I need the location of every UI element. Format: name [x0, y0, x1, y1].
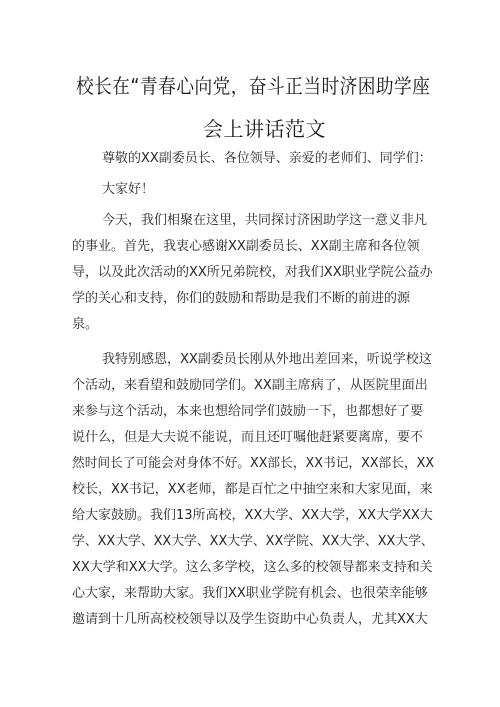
paragraph-2-line: 来参与这个活动，本来也想给同学们鼓励一下，也都想好了要 — [72, 404, 424, 419]
paragraph-2-line: 个活动，来看望和鼓励同学们。XX副主席病了，从医院里面出 — [72, 378, 428, 393]
paragraph-1-line: 今天，我们相聚在这里，共同探讨济困助学这一意义非凡 — [102, 213, 428, 228]
paragraph-2-line: XX大学和XX大学。这么多学校，这么多的校领导都来支持和关 — [72, 560, 433, 575]
paragraph-2-line: 然时间长了可能会对身体不好。XX部长，XX书记，XX部长，XX — [72, 456, 435, 471]
paragraph-1-line: 学的关心和支持，你们的鼓励和帮助是我们不断的前进的源 — [72, 291, 411, 306]
paragraph-2-line: 我特别感恩，XX副委员长刚从外地出差回来，听说学校这 — [102, 352, 432, 367]
paragraph-1-line: 导，以及此次活动的XX所兄弟院校，对我们XX职业学院公益办 — [72, 265, 433, 280]
greeting: 大家好！ — [102, 182, 155, 197]
document-title-line-1: 校长在“青春心向党，奋斗正当时济困助学座 — [76, 74, 431, 98]
paragraph-2-line: 校长，XX书记，XX老师，都是百忙之中抽空来和大家见面，来 — [72, 482, 433, 497]
document-title-line-2: 会上讲话范文 — [203, 117, 326, 141]
paragraph-2-line: 说什么，但是大夫说不能说，而且还叮嘱他赶紧要离席，要不 — [72, 430, 424, 445]
paragraph-1-line: 泉。 — [72, 317, 99, 332]
salutation: 尊敬的XX副委员长、各位领导、亲爱的老师们、同学们： — [102, 151, 432, 166]
paragraph-2-line: 学、XX大学、XX大学、XX大学、XX学院、XX大学、XX大学、 — [72, 534, 434, 549]
paragraph-2-line: 给大家鼓励。我们13所高校，XX大学、XX大学，XX大学XX大 — [72, 508, 433, 523]
paragraph-1-line: 的事业。首先，我衷心感谢XX副委员长、XX副主席和各位领 — [72, 239, 420, 254]
paragraph-2-line: 邀请到十几所高校校领导以及学生资助中心负责人，尤其XX大 — [72, 612, 428, 627]
paragraph-2-line: 心大家，来帮助大家。我们XX职业学院有机会、也很荣幸能够 — [72, 586, 428, 601]
